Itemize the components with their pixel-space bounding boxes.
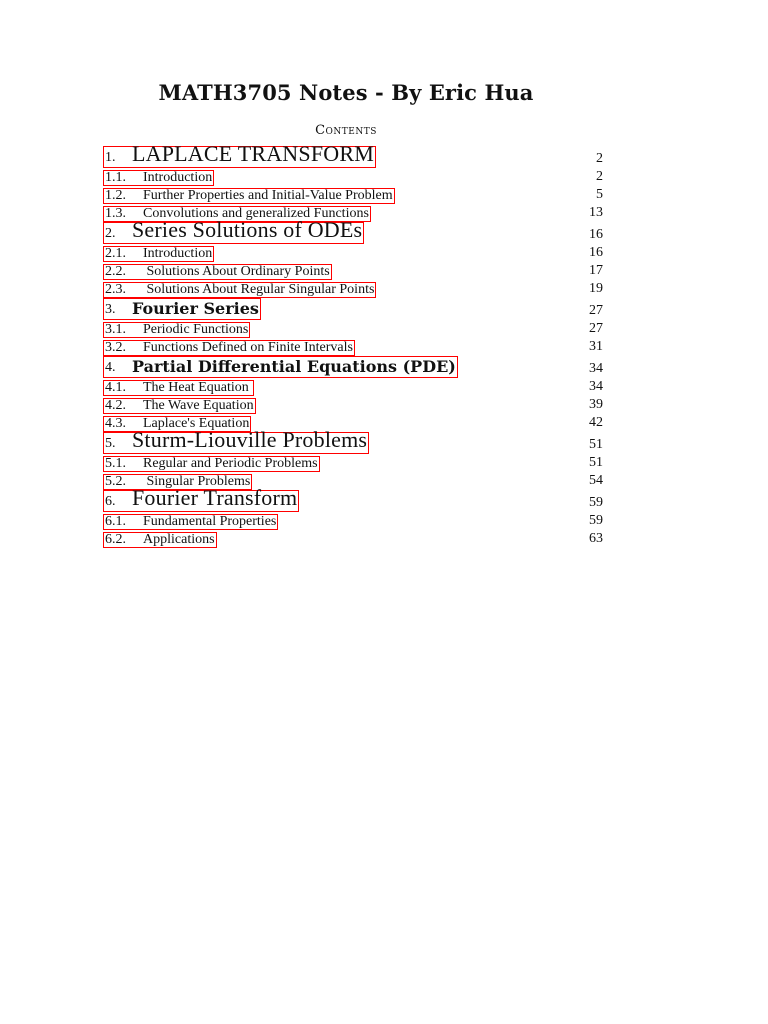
toc-number: 2.2. — [105, 264, 126, 279]
toc-page-number: 2 — [596, 151, 603, 166]
toc-link-section-1-1[interactable] — [103, 170, 214, 186]
toc-link-section-2-1[interactable] — [103, 246, 214, 262]
toc-link-chapter-1[interactable] — [103, 141, 376, 168]
toc-number: 2.1. — [105, 246, 126, 261]
toc-section-1-2 — [103, 186, 603, 204]
toc-link-section-2-2[interactable] — [103, 264, 332, 280]
toc-title: Functions Defined on Finite Intervals — [143, 340, 353, 355]
toc-page-number: 54 — [589, 473, 603, 488]
toc-link-section-6-2[interactable] — [103, 532, 217, 548]
toc-chapter-6 — [103, 485, 603, 512]
toc-title: Solutions About Ordinary Points — [143, 264, 330, 279]
toc-title: Fourier Series — [132, 299, 259, 318]
toc-section-3-1 — [103, 320, 603, 338]
toc-link-section-6-1[interactable] — [103, 514, 278, 530]
toc-number: 4.2. — [105, 398, 126, 413]
toc-page-number: 27 — [589, 321, 603, 336]
toc-number: 1.2. — [105, 188, 126, 203]
toc-link-section-3-1[interactable] — [103, 322, 250, 338]
toc-title: Convolutions and generalized Functions — [143, 206, 369, 221]
toc-section-6-2 — [103, 530, 603, 548]
toc-title: LAPLACE TRANSFORM — [132, 141, 374, 166]
toc-page-number: 42 — [589, 415, 603, 430]
toc-number: 4.3. — [105, 416, 126, 431]
toc-title: Fourier Transform — [132, 485, 298, 510]
toc-number: 1.3. — [105, 206, 126, 221]
toc-title: Solutions About Regular Singular Points — [143, 282, 375, 297]
toc-link-chapter-3[interactable] — [103, 298, 261, 320]
toc-link-section-1-2[interactable] — [103, 188, 395, 204]
toc-number: 1.1. — [105, 170, 126, 185]
toc-title: Sturm-Liouville Problems — [132, 427, 368, 452]
toc-page-number: 17 — [589, 263, 603, 278]
toc-number: 5.2. — [105, 474, 126, 489]
toc-page-number: 59 — [589, 495, 603, 510]
toc-title: Laplace's Equation — [143, 416, 250, 431]
toc-title: Partial Differential Equations (PDE) — [132, 357, 456, 376]
toc-page-number: 59 — [589, 513, 603, 528]
toc-page-number: 27 — [589, 303, 603, 318]
toc-title: The Wave Equation — [143, 398, 254, 413]
toc-page-number: 63 — [589, 531, 603, 546]
toc-number: 6.2. — [105, 532, 126, 547]
toc-link-section-5-1[interactable] — [103, 456, 320, 472]
toc-title: The Heat Equation — [143, 380, 253, 395]
toc-section-4-2 — [103, 396, 603, 414]
toc-chapter-5 — [103, 427, 603, 454]
toc-title: Regular and Periodic Problems — [143, 456, 318, 471]
toc-link-section-4-2[interactable] — [103, 398, 256, 414]
toc-section-2-1 — [103, 244, 603, 262]
toc-number: 3.1. — [105, 322, 126, 337]
toc-title: Introduction — [143, 246, 213, 261]
toc-number: 4. — [105, 360, 116, 375]
toc-title: Series Solutions of ODEs — [132, 217, 363, 242]
toc-title: Further Properties and Initial-Value Problem — [143, 188, 393, 203]
toc-page-number: 16 — [589, 245, 603, 260]
toc-section-3-2 — [103, 338, 603, 356]
toc-chapter-1 — [103, 141, 603, 168]
toc-page-number: 31 — [589, 339, 603, 354]
toc-chapter-4 — [103, 356, 603, 378]
toc-link-chapter-6[interactable] — [103, 485, 299, 512]
toc-number: 5.1. — [105, 456, 126, 471]
toc-chapter-2 — [103, 217, 603, 244]
table-of-contents — [103, 141, 603, 548]
toc-link-section-2-3[interactable] — [103, 282, 376, 298]
toc-page-number: 13 — [589, 205, 603, 220]
toc-link-chapter-4[interactable] — [103, 356, 458, 378]
toc-page-number: 34 — [589, 379, 603, 394]
toc-section-2-3 — [103, 280, 603, 298]
toc-link-section-4-1[interactable] — [103, 380, 254, 396]
toc-page-number: 51 — [589, 437, 603, 452]
toc-section-2-2 — [103, 262, 603, 280]
toc-page-number: 2 — [596, 169, 603, 184]
toc-section-5-1 — [103, 454, 603, 472]
toc-page-number: 16 — [589, 227, 603, 242]
toc-page-number: 5 — [596, 187, 603, 202]
toc-number: 2.3. — [105, 282, 126, 297]
toc-title: Periodic Functions — [143, 322, 249, 337]
toc-number: 5. — [105, 436, 116, 451]
toc-page-number: 34 — [589, 361, 603, 376]
toc-page-number: 51 — [589, 455, 603, 470]
toc-page-number: 39 — [589, 397, 603, 412]
toc-title: Singular Problems — [143, 474, 251, 489]
toc-title: Introduction — [143, 170, 213, 185]
toc-number: 4.1. — [105, 380, 126, 395]
toc-link-chapter-2[interactable] — [103, 217, 364, 244]
toc-number: 3.2. — [105, 340, 126, 355]
toc-number: 1. — [105, 150, 116, 165]
document-title: MATH3705 Notes - By Eric Hua — [158, 80, 534, 105]
toc-chapter-3 — [103, 298, 603, 320]
toc-link-section-3-2[interactable] — [103, 340, 355, 356]
toc-title: Fundamental Properties — [143, 514, 277, 529]
contents-heading: Contents — [315, 123, 377, 138]
toc-section-4-1 — [103, 378, 603, 396]
toc-page-number: 19 — [589, 281, 603, 296]
toc-link-chapter-5[interactable] — [103, 427, 369, 454]
toc-section-6-1 — [103, 512, 603, 530]
toc-number: 6.1. — [105, 514, 126, 529]
toc-section-1-1 — [103, 168, 603, 186]
toc-number: 3. — [105, 302, 116, 317]
toc-number: 2. — [105, 226, 116, 241]
toc-number: 6. — [105, 494, 116, 509]
toc-title: Applications — [143, 532, 215, 547]
